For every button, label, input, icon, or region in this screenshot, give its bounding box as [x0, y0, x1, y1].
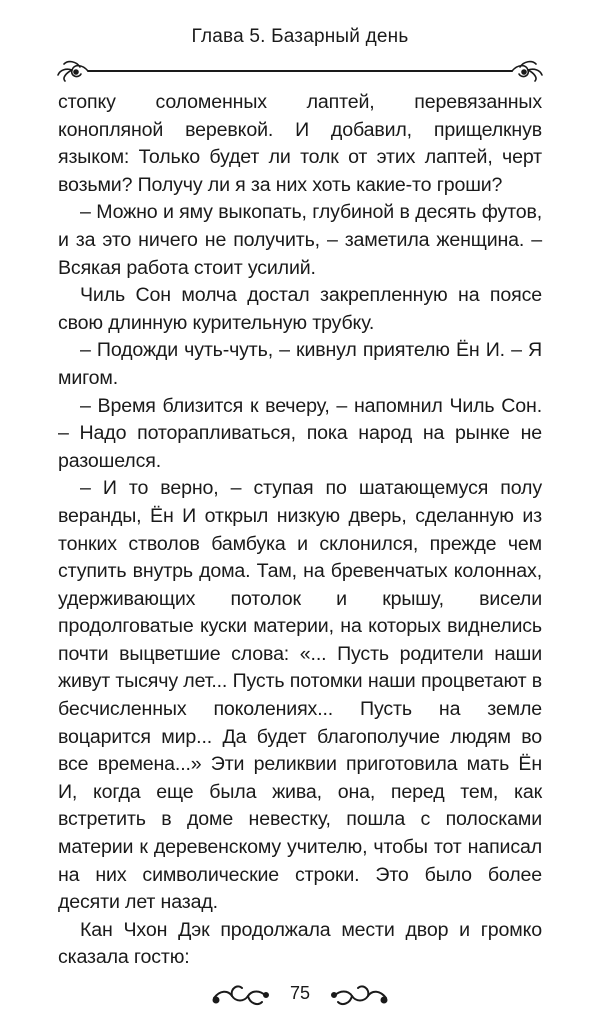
footer-right-ornament-icon — [330, 982, 390, 1008]
page-footer — [0, 978, 600, 1012]
footer-left-ornament-icon — [210, 982, 270, 1008]
paragraph: – Подожди чуть-чуть, – кивнул приятелю Ён И. – Я мигом. — [58, 339, 542, 389]
paragraph: – Время близится к вечеру, – напомнил Чиль Сон. – Надо поторапливаться, пока народ на рынке не разошелся. — [58, 394, 542, 472]
paragraph: – И то верно, – ступая по шатающемуся полу веранды, Ён И открыл низкую дверь, сделанную из тонких стволов бамбука и склонился, прежде чем ступить внутрь дома. Там, на бревенчатых колоннах, удерживающих потолок и крышу, висели продолговатые куски материи, на которых виднелись почти выцветшие слова: «... Пусть родители наши живут тысячу лет... Пусть потомки наши процветают в бесчисленных поколениях... Пусть на земле воцарится мир... Да будет благополучие людям во все времена...» Эти реликвии приготовила мать Ён И, когда еще была жива, она, перед тем, как встретить в доме невестку, пошла с полосками материи к деревенскому учителю, чтобы тот написал на них символические строки. Это было более десяти лет назад. — [58, 477, 542, 914]
paragraph: Кан Чхон Дэк продолжала мести двор и громко сказала гостю: — [58, 918, 542, 969]
page-number: 75 — [289, 983, 311, 1003]
body-text — [58, 89, 542, 972]
paragraph: – Можно и яму выкопать, глубиной в десять футов, и за это ничего не получить, – заметила женщина. – Всякая работа стоит усилий. — [58, 201, 542, 279]
header-ornament-rule — [52, 56, 548, 86]
paragraph: стопку соломенных лаптей, перевязанных конопляной веревкой. И добавил, прищелкнув языком: Только будет ли толк от этих лаптей, черт возьми? Получу ли я за них хоть какие-то гроши? — [58, 91, 542, 196]
chapter-title: Глава 5. Базарный день — [191, 26, 409, 47]
paragraph: Чиль Сон молча достал закрепленную на поясе свою длинную курительную трубку. — [58, 284, 542, 334]
